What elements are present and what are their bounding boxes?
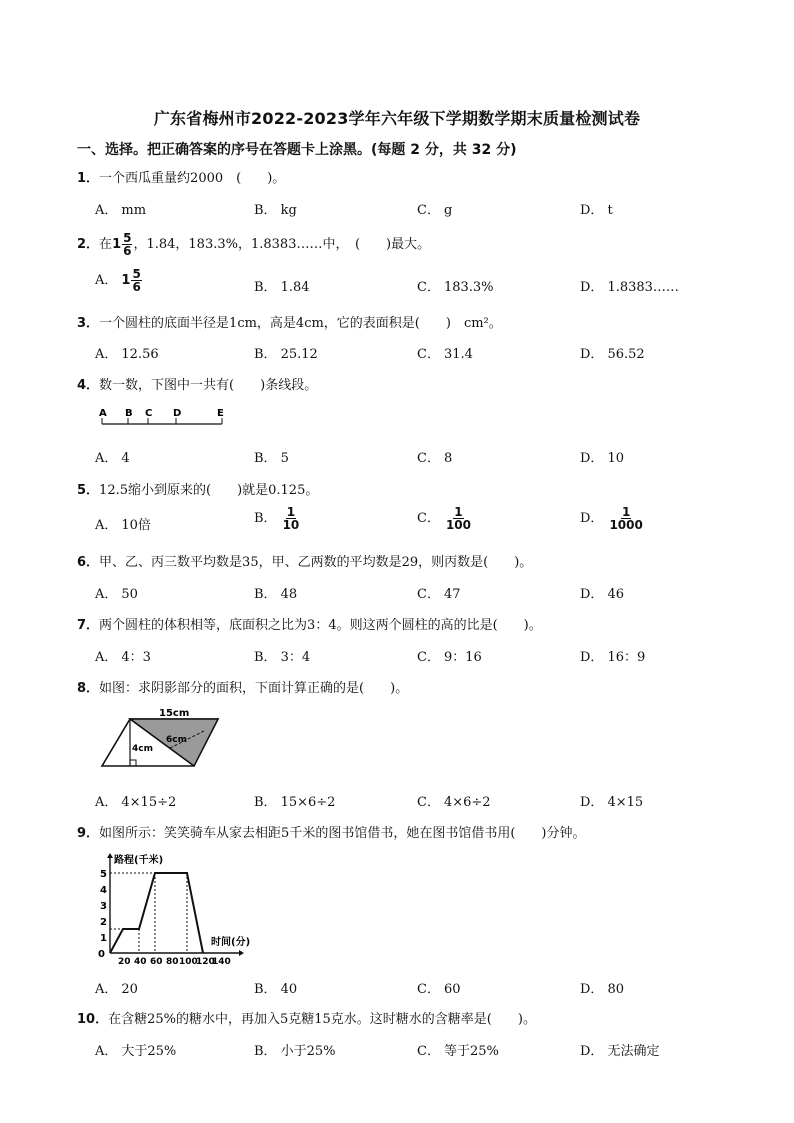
- x-tick: 40: [134, 957, 147, 967]
- question-5: 5．12.5缩小到原来的( )就是0.125。: [77, 483, 319, 498]
- option-b[interactable]: B． 1.84: [254, 280, 310, 295]
- section-heading: 一、选择。把正确答案的序号在答题卡上涂黑。(每题 2 分，共 32 分): [77, 142, 517, 158]
- option-a[interactable]: A． 1 $\frac{5}{6}$: [95, 267, 141, 294]
- question-2: 2．在1 $\frac{5}{6}$ ，1.84，183.3%，1.8383……中， ( )最大。: [77, 231, 431, 258]
- option-c[interactable]: C． $\frac{1}{100}$: [417, 505, 472, 532]
- options-q4: [95, 447, 715, 467]
- option-a[interactable]: A． 12.56: [95, 347, 159, 362]
- option-d[interactable]: D． t: [580, 203, 613, 218]
- options-q10: [95, 1040, 715, 1060]
- option-d[interactable]: D． 1.8383……: [580, 280, 679, 295]
- option-c[interactable]: C． 31.4: [417, 347, 473, 362]
- point-label: A: [99, 408, 107, 419]
- option-d[interactable]: D． 4×15: [580, 795, 644, 810]
- x-tick: 80: [166, 957, 179, 967]
- question-7: 7．两个圆柱的体积相等，底面积之比为3：4。则这两个圆柱的高的比是( )。: [77, 618, 542, 633]
- option-b[interactable]: B． 5: [254, 451, 289, 466]
- option-d[interactable]: D． 56.52: [580, 347, 645, 362]
- y-tick: 4: [100, 885, 107, 896]
- option-c[interactable]: C． 183.3%: [417, 280, 494, 295]
- options-q2: [95, 267, 715, 296]
- y-tick: 5: [100, 869, 107, 880]
- page-title: 广东省梅州市2022-2023学年六年级下学期数学期末质量检测试卷: [153, 109, 641, 128]
- x-tick: 140: [212, 957, 231, 967]
- option-a[interactable]: A． 大于25%: [95, 1044, 177, 1059]
- option-b[interactable]: B． kg: [254, 203, 297, 218]
- question-4: 4．数一数，下图中一共有( )条线段。: [77, 378, 318, 393]
- x-tick: 60: [150, 957, 163, 967]
- option-c[interactable]: C． g: [417, 203, 453, 218]
- y-tick: 1: [100, 933, 107, 944]
- option-c[interactable]: C． 60: [417, 982, 461, 997]
- option-d[interactable]: D． $\frac{1}{1000}$: [580, 505, 643, 532]
- question-9: 9．如图所示：笑笑骑车从家去相距5千米的图书馆借书，她在图书馆借书用( )分钟。: [77, 826, 586, 841]
- x-tick: 120: [196, 957, 215, 967]
- options-q6: [95, 583, 715, 603]
- option-a[interactable]: A． 20: [95, 982, 138, 997]
- option-b[interactable]: B． 小于25%: [254, 1044, 336, 1059]
- question-1: 1．一个西瓜重量约2000 ( )。: [77, 171, 286, 186]
- figure-label: 4cm: [132, 744, 153, 754]
- figure-label: 6cm: [166, 735, 187, 745]
- y-tick: 3: [100, 901, 107, 912]
- question-3: 3．一个圆柱的底面半径是1cm，高是4cm，它的表面积是( ) cm²。: [77, 316, 502, 331]
- point-label: D: [173, 408, 182, 419]
- option-b[interactable]: B． 25.12: [254, 347, 318, 362]
- options-q3: [95, 343, 715, 363]
- distance-time-graph: [94, 852, 251, 970]
- x-tick: 100: [179, 957, 198, 967]
- option-d[interactable]: D． 46: [580, 587, 624, 602]
- option-b[interactable]: B． 48: [254, 587, 298, 602]
- option-a[interactable]: A． 4: [95, 451, 130, 466]
- point-label: E: [217, 408, 224, 419]
- option-c[interactable]: C． 等于25%: [417, 1044, 499, 1059]
- options-q5: [95, 505, 715, 534]
- option-a[interactable]: A． 50: [95, 587, 138, 602]
- question-8: 8．如图：求阴影部分的面积，下面计算正确的是( )。: [77, 681, 409, 696]
- option-d[interactable]: D． 16：9: [580, 650, 646, 665]
- figure-label: 15cm: [159, 708, 190, 719]
- question-6: 6．甲、乙、丙三数平均数是35，甲、乙两数的平均数是29，则丙数是( )。: [77, 555, 533, 570]
- option-a[interactable]: A． 4：3: [95, 650, 151, 665]
- option-d[interactable]: D． 10: [580, 451, 624, 466]
- fraction: $\frac{5}{6}$: [123, 231, 132, 258]
- y-axis-label: 路程(千米): [114, 855, 164, 866]
- parallelogram-figure: [96, 705, 226, 771]
- line-segment-figure: [96, 404, 236, 430]
- x-axis-label: 时间(分): [211, 937, 251, 948]
- x-tick: 20: [118, 957, 131, 967]
- option-b[interactable]: B． 40: [254, 982, 298, 997]
- option-d[interactable]: D． 无法确定: [580, 1044, 660, 1059]
- option-c[interactable]: C． 9：16: [417, 650, 482, 665]
- point-label: C: [145, 408, 153, 419]
- option-a[interactable]: A． mm: [95, 203, 147, 218]
- options-q1: [95, 199, 715, 219]
- option-b[interactable]: B． 15×6÷2: [254, 795, 336, 810]
- question-10: 10．在含糖25%的糖水中，再加入5克糖15克水。这时糖水的含糖率是( )。: [77, 1012, 536, 1027]
- option-c[interactable]: C． 4×6÷2: [417, 795, 491, 810]
- options-q7: [95, 646, 715, 666]
- y-tick: 2: [100, 917, 107, 928]
- option-c[interactable]: C． 8: [417, 451, 453, 466]
- option-b[interactable]: B． $\frac{1}{10}$: [254, 505, 300, 532]
- option-a[interactable]: A． 4×15÷2: [95, 795, 177, 810]
- option-a[interactable]: A． 10倍: [95, 518, 151, 533]
- option-d[interactable]: D． 80: [580, 982, 624, 997]
- point-label: B: [125, 408, 133, 419]
- option-c[interactable]: C． 47: [417, 587, 461, 602]
- option-b[interactable]: B． 3：4: [254, 650, 311, 665]
- y-tick: 0: [98, 949, 105, 960]
- options-q8: [95, 791, 715, 811]
- options-q9: [95, 978, 715, 998]
